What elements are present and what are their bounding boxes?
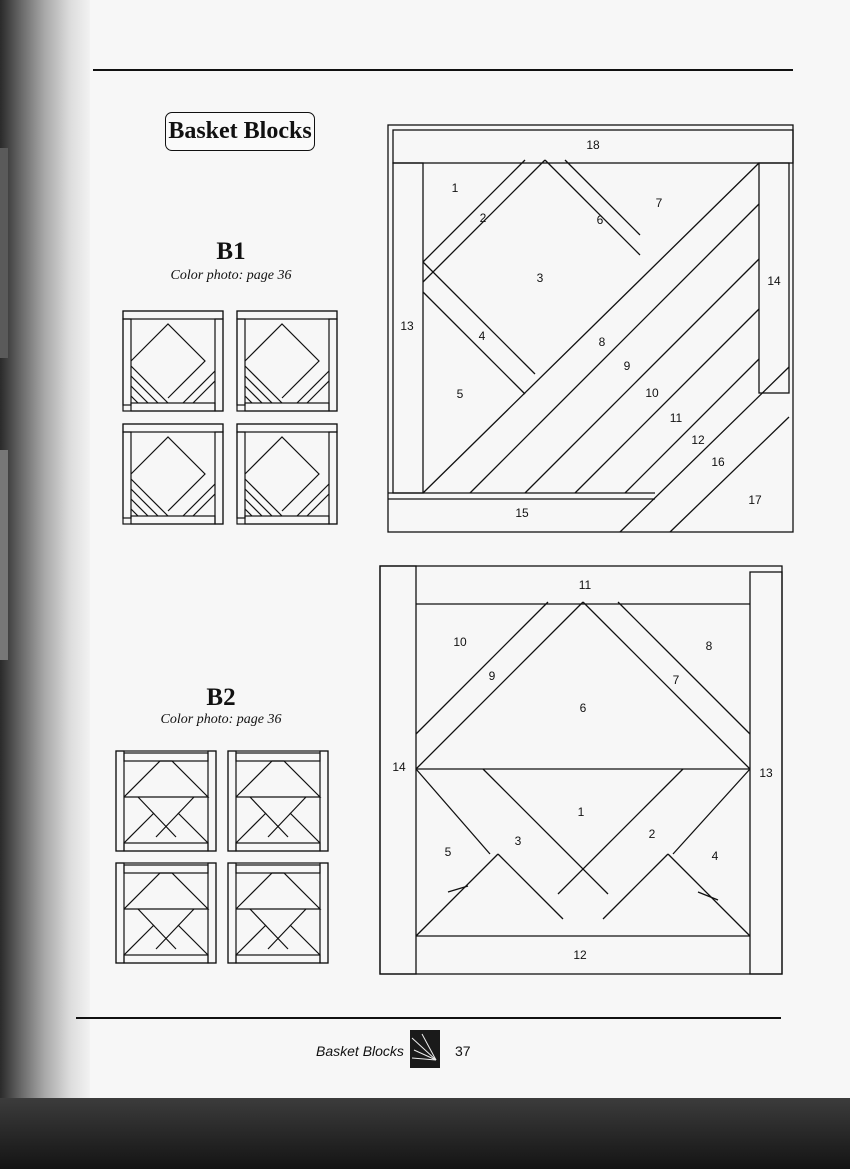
b1-label-12: 12 xyxy=(691,433,705,447)
page-gutter-shadow xyxy=(0,0,90,1098)
b1-label-14: 14 xyxy=(767,274,781,288)
b1-thumbnail xyxy=(237,424,337,524)
b1-thumbnail xyxy=(123,424,223,524)
b1-label-4: 4 xyxy=(478,329,486,343)
block-b1-name: B1 xyxy=(216,238,246,265)
b2-label-14: 14 xyxy=(392,760,406,774)
b1-label-2: 2 xyxy=(479,211,487,225)
b2-thumbnail xyxy=(116,751,216,851)
b2-label-11: 11 xyxy=(578,578,592,592)
b1-label-1: 1 xyxy=(451,181,459,195)
b2-thumbnail xyxy=(228,751,328,851)
b2-thumbnail xyxy=(228,863,328,963)
block-b1-photo-ref: Color photo: page 36 xyxy=(170,268,292,283)
b1-label-18: 18 xyxy=(586,138,600,152)
basket-logo-icon xyxy=(410,1030,440,1068)
b2-label-2: 2 xyxy=(648,827,656,841)
adjacent-page-edge xyxy=(0,450,8,660)
b2-label-12: 12 xyxy=(573,948,587,962)
page-title: Basket Blocks xyxy=(165,112,315,151)
block-b2-name: B2 xyxy=(206,684,236,711)
b2-label-10: 10 xyxy=(453,635,467,649)
b1-label-6: 6 xyxy=(596,213,604,227)
b2-label-8: 8 xyxy=(705,639,713,653)
b2-label-9: 9 xyxy=(488,669,496,683)
b1-pattern xyxy=(385,122,795,536)
adjacent-page-edge xyxy=(0,148,8,358)
b1-label-15: 15 xyxy=(515,506,529,520)
b1-label-13: 13 xyxy=(400,319,414,333)
b1-thumbnail xyxy=(123,311,223,411)
b1-label-7: 7 xyxy=(655,196,663,210)
b1-label-16: 16 xyxy=(711,455,725,469)
b2-label-6: 6 xyxy=(579,701,587,715)
b1-label-9: 9 xyxy=(623,359,631,373)
b2-thumbnails xyxy=(112,747,334,969)
header-rule xyxy=(93,69,793,71)
b1-label-3: 3 xyxy=(536,271,544,285)
b1-label-10: 10 xyxy=(645,386,659,400)
b2-label-3: 3 xyxy=(514,834,522,848)
b2-label-5: 5 xyxy=(444,845,452,859)
b2-pattern-labels xyxy=(392,578,773,962)
b1-thumbnail xyxy=(237,311,337,411)
block-b2-photo-ref: Color photo: page 36 xyxy=(160,712,282,727)
b1-label-8: 8 xyxy=(598,335,606,349)
b1-label-17: 17 xyxy=(748,493,762,507)
footer-rule xyxy=(76,1017,781,1019)
b2-pattern xyxy=(378,564,784,976)
scan-bottom-shadow xyxy=(0,1098,850,1169)
b2-label-4: 4 xyxy=(711,849,719,863)
b2-label-1: 1 xyxy=(577,805,585,819)
b2-thumbnail xyxy=(116,863,216,963)
b2-label-13: 13 xyxy=(759,766,773,780)
page-number: 37 xyxy=(455,1043,471,1059)
b1-label-5: 5 xyxy=(456,387,464,401)
b2-label-7: 7 xyxy=(672,673,680,687)
b1-thumbnails xyxy=(120,308,340,530)
b1-label-11: 11 xyxy=(669,411,683,425)
footer-section: Basket Blocks xyxy=(316,1043,404,1059)
